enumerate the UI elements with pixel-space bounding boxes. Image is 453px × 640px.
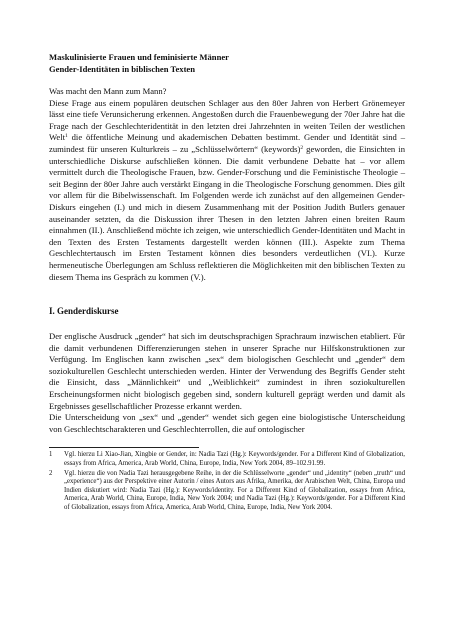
body-paragraph: Der englische Ausdruck „gender“ hat sich im deutschsprachigen Sprachraum inzwischen etabliert. Für die damit verbundenen Differenzierungen stehen in unserer Sprache nur Hilfskonstruktionen zur Verfügung. Im Englischen kann zwischen „sex“ dem biologischen Geschlecht und „gender“ dem soziokulturellen Geschlecht unterschieden werden. Hinter der Verwendung des Begriffs Gender steht die Einsicht, dass „Männlichkeit“ und „Weiblichkeit“ zumindest in ihren soziokulturellen Erscheinungsformen nicht biologisch gegeben sind, sondern kulturell geprägt werden und damit als Ergebnisses gesellschaftlicher Prozesse erkannt werden. xyxy=(49,331,405,411)
document-title: Maskulinisierte Frauen und feminisierte Männer xyxy=(49,52,229,62)
footnote-divider xyxy=(49,447,199,448)
footnote-text: Vgl. hierzu Li Xiao-Jian, Xingbie or Gender, in: Nadia Tazi (Hg.): Keywords/gender. For a Different Kind of Globalization, essays from Africa, America, Arab World, China, Europe, India, New York 2004, 89–102.91.99. xyxy=(64,451,405,468)
section-heading: I. Genderdiskurse xyxy=(49,306,119,317)
body-paragraph: Die Unterscheidung von „sex“ und „gender“ wendet sich gegen eine biologistische Unterscheidung von Geschlechtscharakteren und Geschlechterrollen, die auf ontologischer xyxy=(49,412,405,434)
footnote-2 xyxy=(49,470,405,513)
footnote-ref-1[interactable]: 1 xyxy=(65,133,68,140)
footnote-number: 2 xyxy=(49,469,53,477)
intro-paragraph: Diese Frage aus einem populären deutschen Schlager aus den 80er Jahren von Herbert Grönemeyer lässt eine tiefe Verunsicherung erkennen. Angestoßen durch die Frauenbewegung der 70er Jahre hat die Frage nach der Geschlechteridentität in den letzten drei Jahrzehnten in weiten Teilen der westlichen Welt$^1$ die öffentliche Meinung und akademischen Debatten bestimmt. Gender und Identität sind – zumindest für unseren Kulturkreis – zu „Schlüsselwörtern“ (keywords)$^2$ geworden, die Einsichten in unterschiedliche Diskurse aufschließen können. Die damit verbundene Debatte hat – vor allem vermittelt durch die Theologische Frauen, bzw. Gender-Forschung und die Feministische Theologie – seit Beginn der 80er Jahre auch verstärkt Eingang in die Theologische Forschung genommen. Dies gilt vor allem für die Bibelwissenschaft. Im Folgenden werde ich zunächst auf den allgemeinen Gender-Diskurs eingehen (I.) und mich in diesem Zusammenhang mit der Position Judith Butlers genauer auseinander setzten, da die Diskussion ihrer Thesen in den letzten Jahren einen breiten Raum einnahmen (II.). Anschließend möchte ich zeigen, wie unterschiedlich Gender-Identitäten und Macht in den Texten des Ersten Testaments dargestellt werden können (III.). Aspekte zum Thema Geschlechtertausch im Ersten Testament können dies besonders verdeutlichen (VI.). Kurze hermeneutische Überlegungen am Schluss reflektieren die Möglichkeiten mit den biblischen Texten zu diesem Thema ins Gespräch zu kommen (V.). xyxy=(49,97,405,282)
document-subtitle: Gender-Identitäten in biblischen Texten xyxy=(49,63,196,74)
footnote-1 xyxy=(49,451,405,468)
footnote-number: 1 xyxy=(49,451,53,459)
opening-question: Was macht den Mann zum Mann? xyxy=(49,86,167,96)
footnote-ref-2[interactable]: 2 xyxy=(300,144,304,151)
footnote-text: Vgl. hierzu die von Nadia Tazi herausgegebene Reihe, in der die Schlüsselworte „gender“ und „identity“ (neben „truth“ und „experience“) aus der Perspektive einer Autorin / eines Autors aus Afrika, Amerika, der Arabischen Welt, China, Europa und Indien diskutiert wird: Nadia Tazi (Hg.): Keywords/identity. For a Different Kind of Globalization, essays from Africa, America, Arab World, China, Europe, India, New York 2004; und Nadia Tazi (Hg.): Keywords/gender. For a Different Kind of Globalization, essays from Africa, America, Arab World, China, Europe, India, New York 2004. xyxy=(64,469,405,511)
